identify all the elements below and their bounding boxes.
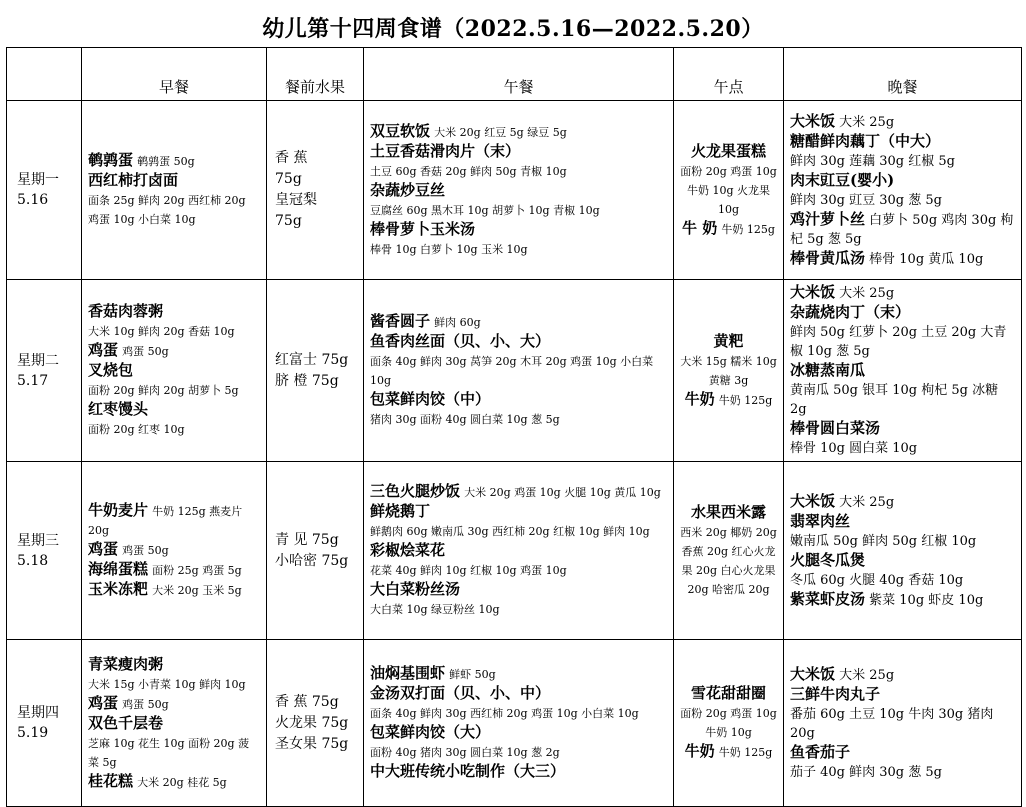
ingredient-line xyxy=(790,532,1015,551)
ingredient-line xyxy=(88,191,260,229)
dish-ingredients: 面粉 20g 红枣 10g xyxy=(88,423,185,436)
dish-ingredients: 面粉 25g 鸡蛋 5g xyxy=(152,564,242,577)
dish-entry xyxy=(680,684,777,704)
dish-name: 鸡蛋 xyxy=(88,693,119,712)
fruit-line xyxy=(275,530,355,551)
dish-ingredients: 大米 25g xyxy=(839,286,895,301)
dish-name: 鸡蛋 xyxy=(88,540,119,558)
dinner-cell xyxy=(784,280,1022,462)
ingredient-line xyxy=(680,704,777,742)
dish-name: 大白菜粉丝汤 xyxy=(370,580,461,598)
dish-ingredients: 鲜鹅肉 60g 嫩南瓜 30g 西红柿 20g 红椒 10g 鲜肉 10g xyxy=(370,525,650,538)
dish-name: 彩椒烩菜花 xyxy=(370,541,446,559)
dish-ingredients: 白萝卜 50g 鸡肉 30g 枸杞 5g 葱 5g xyxy=(790,212,1014,247)
ingredient-line xyxy=(88,734,260,772)
dinner-cell xyxy=(784,462,1022,640)
day-row xyxy=(7,640,1022,807)
dish-entry xyxy=(680,332,777,352)
dish-entry xyxy=(88,772,260,792)
dish-ingredients: 鸡蛋 50g xyxy=(122,697,169,711)
fruit-cell xyxy=(267,640,364,807)
day-name: 星期四 xyxy=(17,705,59,721)
header-day xyxy=(7,48,82,101)
dish-ingredients: 大米 15g 糯米 10g 黄糖 3g xyxy=(680,354,777,387)
day-date: 5.19 xyxy=(17,725,49,741)
dish-name: 牛 奶 xyxy=(682,218,718,237)
dish-name: 海绵蛋糕 xyxy=(88,560,149,578)
dish-entry xyxy=(680,142,777,162)
dish-entry xyxy=(88,655,260,675)
day-date: 5.18 xyxy=(17,552,49,569)
dish-entry xyxy=(790,303,1015,323)
dish-entry xyxy=(370,482,667,502)
ingredient-line xyxy=(790,323,1015,361)
ingredient-line xyxy=(370,743,667,762)
dish-entry xyxy=(88,540,260,560)
dish-name: 三色火腿炒饭 xyxy=(370,482,461,500)
snack-cell xyxy=(674,462,784,640)
header-lunch: 午餐 xyxy=(364,48,674,101)
dish-name: 大米饭 xyxy=(790,283,836,301)
dish-name: 金汤双打面（贝、小、中） xyxy=(370,684,551,702)
dish-name: 牛奶 xyxy=(684,742,715,760)
dish-ingredients: 茄子 40g 鲜肉 30g 葱 5g xyxy=(790,764,942,780)
dish-entry xyxy=(790,743,1015,763)
dish-entry xyxy=(370,181,667,201)
dish-ingredients: 牛奶 125g xyxy=(718,746,773,759)
dish-ingredients: 鸡蛋 50g xyxy=(122,544,169,557)
dish-ingredients: 大米 25g xyxy=(839,114,895,130)
fruit-line xyxy=(275,734,355,755)
dish-entry xyxy=(790,132,1015,152)
dish-entry xyxy=(790,171,1015,191)
dish-ingredients: 鲜肉 50g 红萝卜 20g 土豆 20g 大青椒 10g 葱 5g xyxy=(790,325,1007,359)
fruit-cell xyxy=(267,101,364,280)
day-date: 5.16 xyxy=(17,192,49,208)
dish-ingredients: 鹌鹑蛋 50g xyxy=(137,155,195,168)
dish-entry xyxy=(88,171,260,191)
lunch-cell xyxy=(364,462,674,640)
ingredient-line xyxy=(680,162,777,219)
fruit-text: 香 蕉 75g xyxy=(275,693,339,710)
fruit-line xyxy=(275,169,355,190)
dish-ingredients: 棒骨 10g 黄瓜 10g xyxy=(869,251,984,267)
dish-ingredients: 面粉 40g 猪肉 30g 圆白菜 10g 葱 2g xyxy=(370,746,560,759)
dish-name: 包菜鲜肉饺（中） xyxy=(370,390,491,408)
dish-name: 西红柿打卤面 xyxy=(88,171,179,189)
dish-entry xyxy=(370,142,667,162)
dish-ingredients: 大米 25g xyxy=(839,667,895,683)
dish-name: 杂蔬炒豆丝 xyxy=(370,180,446,199)
dish-entry xyxy=(370,684,667,704)
dish-entry xyxy=(370,502,667,522)
snack-cell xyxy=(674,101,784,280)
ingredient-line xyxy=(370,352,667,390)
dish-entry xyxy=(88,341,260,361)
dish-name: 雪花甜甜圈 xyxy=(690,684,766,702)
fruit-text: 脐 橙 75g xyxy=(275,372,339,389)
dish-name: 双豆软饭 xyxy=(370,121,431,140)
dish-entry xyxy=(790,551,1015,571)
dish-entry xyxy=(370,664,667,684)
dish-name: 红枣馒头 xyxy=(88,400,149,418)
dish-name: 牛奶麦片 xyxy=(88,501,149,519)
dish-ingredients: 鲜肉 30g 豇豆 30g 葱 5g xyxy=(790,192,942,208)
ingredient-line xyxy=(790,381,1015,419)
dish-name: 水果西米露 xyxy=(690,502,766,521)
dish-ingredients: 面条 25g 鲜肉 20g 西红柿 20g 鸡蛋 10g 小白菜 10g xyxy=(88,194,246,226)
dish-entry xyxy=(790,283,1015,303)
dish-ingredients: 面粉 20g 鸡蛋 10g 牛奶 10g 火龙果 10g xyxy=(680,164,777,216)
dish-entry xyxy=(370,122,667,142)
dish-ingredients: 棒骨 10g 圆白菜 10g xyxy=(790,441,918,456)
dish-entry xyxy=(88,560,260,580)
dish-ingredients: 花菜 40g 鲜肉 10g 红椒 10g 鸡蛋 10g xyxy=(370,564,567,577)
snack-cell xyxy=(674,280,784,462)
dish-entry xyxy=(370,220,667,240)
ingredient-line xyxy=(88,381,260,400)
dish-ingredients: 大米 20g 玉米 5g xyxy=(152,584,242,597)
dish-ingredients: 土豆 60g 香菇 20g 鲜肉 50g 青椒 10g xyxy=(370,164,567,178)
dish-entry xyxy=(790,492,1015,512)
dinner-cell xyxy=(784,640,1022,807)
dish-name: 火龙果蛋糕 xyxy=(690,141,766,160)
day-cell xyxy=(7,640,82,807)
dish-name: 油焖基围虾 xyxy=(370,664,446,682)
fruit-text: 小哈密 75g xyxy=(275,552,349,569)
dish-name: 大米饭 xyxy=(790,664,836,683)
fruit-cell xyxy=(267,280,364,462)
day-date: 5.17 xyxy=(17,372,49,389)
day-cell xyxy=(7,101,82,280)
breakfast-cell xyxy=(82,280,267,462)
ingredient-line xyxy=(370,410,667,429)
dish-ingredients: 猪肉 30g 面粉 40g 圆白菜 10g 葱 5g xyxy=(370,413,560,426)
dish-entry xyxy=(790,419,1015,439)
dish-ingredients: 牛奶 125g 燕麦片 20g xyxy=(88,505,243,537)
dish-name: 鸡蛋 xyxy=(88,341,119,359)
fruit-text: 皇冠梨 xyxy=(275,192,317,208)
dish-name: 三鲜牛肉丸子 xyxy=(790,684,881,703)
day-cell xyxy=(7,462,82,640)
dish-name: 香菇肉蓉粥 xyxy=(88,302,164,320)
ingredient-line xyxy=(370,704,667,723)
ingredient-line xyxy=(88,420,260,439)
dish-name: 黄粑 xyxy=(713,331,744,350)
dish-name: 酱香圆子 xyxy=(370,312,431,330)
ingredient-line xyxy=(790,705,1015,743)
dish-name: 棒骨萝卜玉米汤 xyxy=(370,219,476,238)
day-row xyxy=(7,101,1022,280)
fruit-line xyxy=(275,350,355,371)
dish-entry xyxy=(790,685,1015,705)
ingredient-line xyxy=(790,763,1015,782)
dish-ingredients: 嫩南瓜 50g 鲜肉 50g 红椒 10g xyxy=(790,533,977,549)
fruit-line xyxy=(275,692,355,713)
ingredient-line xyxy=(790,439,1015,458)
dish-ingredients: 大米 25g xyxy=(839,494,895,510)
lunch-cell xyxy=(364,280,674,462)
dish-ingredients: 面条 40g 鲜肉 30g 莴笋 20g 木耳 20g 鸡蛋 10g 小白菜 10g xyxy=(370,355,654,387)
dish-name: 桂花糕 xyxy=(88,771,134,790)
breakfast-cell xyxy=(82,101,267,280)
lunch-cell xyxy=(364,640,674,807)
dish-name: 鱼香肉丝面（贝、小、大） xyxy=(370,332,551,350)
dish-ingredients: 番茄 60g 土豆 10g 牛肉 30g 猪肉 20g xyxy=(790,706,994,741)
day-name: 星期一 xyxy=(17,172,59,188)
header-row xyxy=(7,48,1022,101)
menu-body xyxy=(7,101,1022,807)
dish-ingredients: 面粉 20g 鲜肉 20g 胡萝卜 5g xyxy=(88,384,239,397)
dish-name: 玉米冻粑 xyxy=(88,580,149,598)
dish-entry xyxy=(88,714,260,734)
ingredient-line xyxy=(370,201,667,220)
ingredient-line xyxy=(370,162,667,181)
dish-entry xyxy=(88,302,260,322)
fruit-line xyxy=(275,371,355,392)
dish-name: 肉末豇豆(婴小) xyxy=(790,170,895,189)
fruit-text: 青 见 75g xyxy=(275,531,339,548)
dish-ingredients: 大米 20g 桂花 5g xyxy=(137,775,227,789)
dish-name: 杂蔬烧肉丁（末） xyxy=(790,303,911,321)
fruit-text: 圣女果 75g xyxy=(275,735,349,752)
dish-entry xyxy=(790,361,1015,381)
fruit-text: 75g xyxy=(275,213,302,229)
ingredient-line xyxy=(790,191,1015,210)
dish-entry xyxy=(790,112,1015,132)
day-name: 星期二 xyxy=(17,352,59,369)
day-cell xyxy=(7,280,82,462)
dish-entry xyxy=(790,210,1015,249)
dish-ingredients: 牛奶 125g xyxy=(721,222,775,236)
dish-ingredients: 面粉 20g 鸡蛋 10g 牛奶 10g xyxy=(680,707,777,739)
dish-entry xyxy=(370,390,667,410)
dish-ingredients: 紫菜 10g 虾皮 10g xyxy=(869,592,984,608)
dish-name: 棒骨圆白菜汤 xyxy=(790,419,881,437)
dish-name: 中大班传统小吃制作（大三） xyxy=(370,762,566,780)
dish-entry xyxy=(88,151,260,171)
dish-ingredients: 西米 20g 椰奶 20g 香蕉 20g 红心火龙果 20g 白心火龙果 20g 哈密瓜 20g xyxy=(680,525,777,596)
dish-ingredients: 冬瓜 60g 火腿 40g 香菇 10g xyxy=(790,572,964,588)
lunch-cell xyxy=(364,101,674,280)
ingredient-line xyxy=(370,561,667,580)
dish-name: 大米饭 xyxy=(790,111,836,130)
dish-entry xyxy=(88,361,260,381)
dish-ingredients: 鸡蛋 50g xyxy=(122,345,169,358)
dish-entry xyxy=(370,541,667,561)
dish-name: 火腿冬瓜煲 xyxy=(790,550,866,569)
ingredient-line xyxy=(680,352,777,390)
dish-entry xyxy=(790,665,1015,685)
dish-entry xyxy=(88,400,260,420)
ingredient-line xyxy=(88,675,260,694)
fruit-text: 红富士 75g xyxy=(275,351,349,368)
fruit-text: 火龙果 75g xyxy=(275,714,349,731)
dish-ingredients: 大米 10g 鲜肉 20g 香菇 10g xyxy=(88,325,235,338)
menu-table xyxy=(6,47,1022,807)
breakfast-cell xyxy=(82,462,267,640)
dish-entry xyxy=(88,501,260,540)
dish-entry xyxy=(370,723,667,743)
fruit-line xyxy=(275,211,355,232)
dish-ingredients: 大白菜 10g 绿豆粉丝 10g xyxy=(370,603,500,616)
fruit-line xyxy=(275,551,355,572)
dish-ingredients: 面条 40g 鲜肉 30g 西红柿 20g 鸡蛋 10g 小白菜 10g xyxy=(370,707,639,720)
dish-ingredients: 牛奶 125g xyxy=(718,393,773,407)
header-fruit: 餐前水果 xyxy=(267,48,364,101)
dish-entry xyxy=(680,742,777,762)
dish-entry xyxy=(790,590,1015,610)
ingredient-line xyxy=(790,571,1015,590)
dish-name: 叉烧包 xyxy=(88,361,134,379)
dish-ingredients: 大米 15g 小青菜 10g 鲜肉 10g xyxy=(88,677,246,691)
dish-entry xyxy=(680,390,777,410)
dish-entry xyxy=(88,694,260,714)
dish-entry xyxy=(88,580,260,600)
ingredient-line xyxy=(370,522,667,541)
fruit-text: 75g xyxy=(275,171,302,187)
dish-entry xyxy=(370,762,667,782)
day-row xyxy=(7,462,1022,640)
ingredient-line xyxy=(680,523,777,599)
dish-ingredients: 芝麻 10g 花生 10g 面粉 20g 菠菜 5g xyxy=(88,736,250,769)
dish-entry xyxy=(790,249,1015,269)
dish-entry xyxy=(680,503,777,523)
dish-entry xyxy=(370,580,667,600)
dish-name: 鲜烧鹅丁 xyxy=(370,502,431,520)
dinner-cell xyxy=(784,101,1022,280)
dish-name: 冰糖蒸南瓜 xyxy=(790,361,866,379)
day-name: 星期三 xyxy=(17,532,59,549)
page-title: 幼儿第十四周食谱（2022.5.16—2022.5.20） xyxy=(262,16,764,42)
dish-entry xyxy=(370,332,667,352)
dish-ingredients: 黄南瓜 50g 银耳 10g 枸杞 5g 冰糖 2g xyxy=(790,383,999,417)
dish-name: 包菜鲜肉饺（大） xyxy=(370,723,491,741)
dish-name: 糖醋鲜肉藕丁（中大） xyxy=(790,131,941,150)
dish-ingredients: 大米 20g 鸡蛋 10g 火腿 10g 黄瓜 10g xyxy=(464,486,661,499)
dish-entry xyxy=(370,312,667,332)
dish-name: 紫菜虾皮汤 xyxy=(790,589,866,608)
dish-name: 鹌鹑蛋 xyxy=(88,151,134,169)
fruit-text: 香 蕉 xyxy=(275,150,308,166)
dish-ingredients: 鲜虾 50g xyxy=(449,668,496,681)
dish-ingredients: 棒骨 10g 白萝卜 10g 玉米 10g xyxy=(370,242,528,256)
ingredient-line xyxy=(370,600,667,619)
day-row xyxy=(7,280,1022,462)
breakfast-cell xyxy=(82,640,267,807)
fruit-line xyxy=(275,713,355,734)
dish-entry xyxy=(680,219,777,239)
dish-ingredients: 大米 20g 红豆 5g 绿豆 5g xyxy=(434,125,567,139)
header-dinner: 晚餐 xyxy=(784,48,1022,101)
dish-ingredients: 鲜肉 30g 莲藕 30g 红椒 5g xyxy=(790,153,955,169)
dish-name: 大米饭 xyxy=(790,491,836,510)
dish-name: 鸡汁萝卜丝 xyxy=(790,209,866,228)
dish-name: 翡翠肉丝 xyxy=(790,511,851,530)
snack-cell xyxy=(674,640,784,807)
fruit-line xyxy=(275,190,355,211)
ingredient-line xyxy=(88,322,260,341)
dish-name: 牛奶 xyxy=(684,389,715,408)
dish-entry xyxy=(790,512,1015,532)
dish-name: 青菜瘦肉粥 xyxy=(88,654,164,673)
dish-ingredients: 豆腐丝 60g 黑木耳 10g 胡萝卜 10g 青椒 10g xyxy=(370,203,600,217)
dish-name: 双色千层卷 xyxy=(88,713,164,732)
dish-ingredients: 鲜肉 60g xyxy=(434,316,481,329)
fruit-cell xyxy=(267,462,364,640)
header-breakfast: 早餐 xyxy=(82,48,267,101)
ingredient-line xyxy=(370,240,667,259)
ingredient-line xyxy=(790,152,1015,171)
dish-name: 棒骨黄瓜汤 xyxy=(790,248,866,267)
header-snack: 午点 xyxy=(674,48,784,101)
dish-name: 土豆香菇滑肉片（末） xyxy=(370,141,521,160)
dish-name: 鱼香茄子 xyxy=(790,742,851,761)
fruit-line xyxy=(275,148,355,169)
